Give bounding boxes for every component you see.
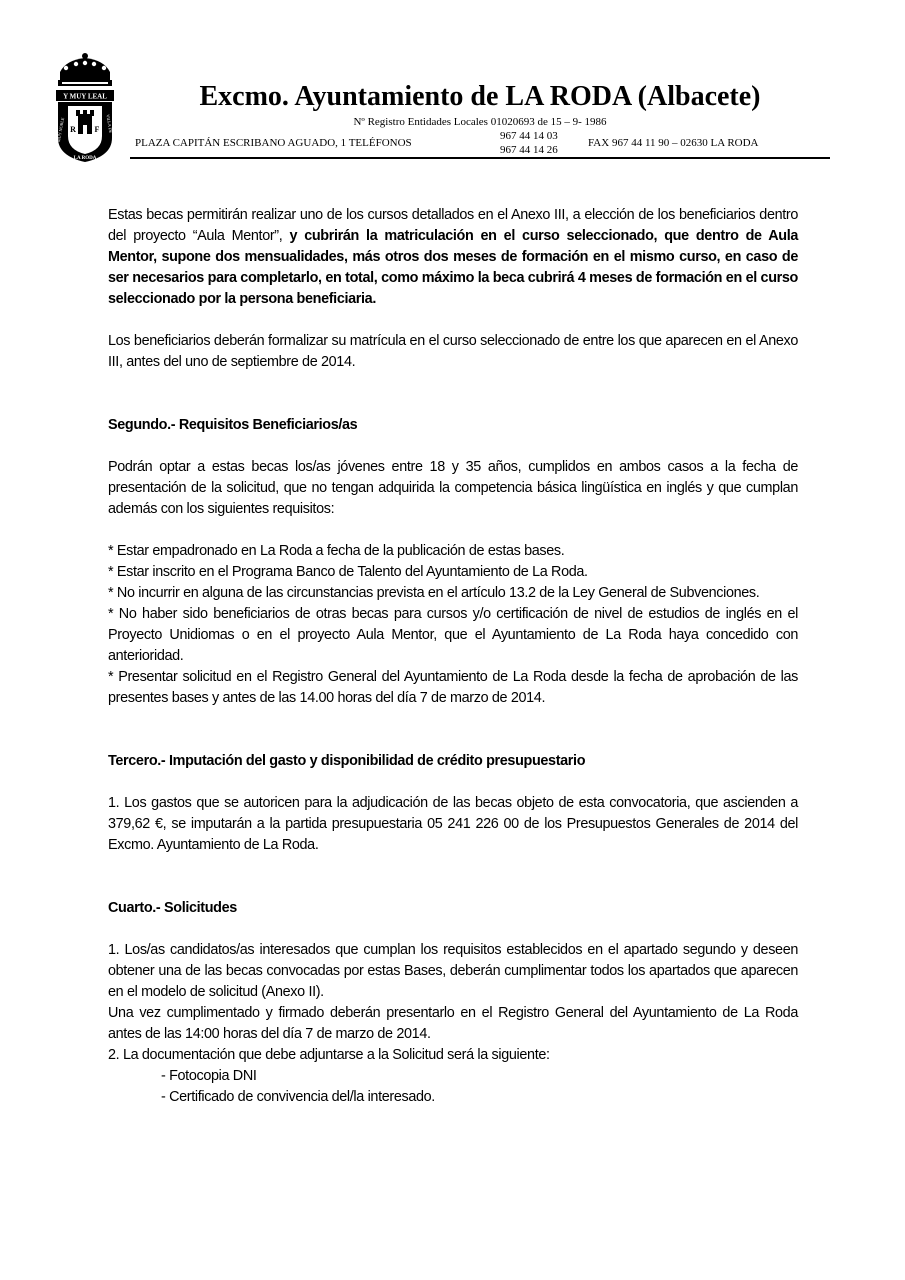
municipality-title: Excmo. Ayuntamiento de LA RODA (Albacete) (199, 81, 761, 112)
intro-paragraph-1 (108, 205, 798, 310)
header-divider (130, 157, 830, 159)
tercero-paragraph: 1. Los gastos que se autoricen para la adjudicación de las becas objeto de esta convocatoria, que ascienden a 379,62 €, se imputarán a la partida presupuestaria 05 241 226 00 de los Presupuestos Generales de 2014 del Excmo. Ayuntamiento de La Roda. (108, 795, 798, 853)
crest-letter-left: R (70, 125, 76, 134)
cuarto-paragraph-1: 1. Los/as candidatos/as interesados que cumplan los requisitos establecidos en el apartado segundo y deseen obtener una de las becas convocadas por estas Bases, deberán cumplimentar todos los apartados que aparecen en el modelo de solicitud (Anexo II). (108, 942, 798, 1000)
cuarto-paragraph-2: Una vez cumplimentado y firmado deberán presentarlo en el Registro General del Ayuntamiento de La Roda antes de las 14:00 horas del día 7 de marzo de 2014. (108, 1005, 798, 1042)
crest-letter-right: F (94, 125, 100, 134)
requirement-item: * No incurrir en alguna de las circunstancias prevista en el artículo 13.2 de la Ley General de Subvenciones. (108, 585, 760, 601)
segundo-paragraph: Podrán optar a estas becas los/as jóvenes entre 18 y 35 años, cumplidos en ambos casos a la fecha de presentación de la solicitud, que no tengan adquirida la competencia básica lingüística en inglés y que cumplan además con los siguientes requisitos: (108, 459, 798, 517)
requirement-item: * Estar empadronado en La Roda a fecha de la publicación de estas bases. (108, 543, 565, 559)
phone-number-2: 967 44 14 26 (500, 144, 558, 156)
section-heading-tercero: Tercero.- Imputación del gasto y disponibilidad de crédito presupuestario (108, 753, 586, 769)
document-list-item: - Fotocopia DNI (161, 1068, 257, 1084)
intro-bold-text: y cubrirán la matriculación en el curso seleccionado, que dentro de Aula Mentor, supone dos mensualidades, más otros dos meses de formación en el mismo curso, en caso de ser necesarios para completarlo, en total, como máximo la beca cubrirá 4 meses de formación en el curso seleccionado por la persona beneficiaria. (108, 228, 799, 307)
requirement-item: * Presentar solicitud en el Registro General del Ayuntamiento de La Roda desde la fecha de aprobación de las presentes bases y antes de las 14.00 horas del día 7 de marzo de 2014. (108, 669, 798, 706)
requirement-item: * No haber sido beneficiarios de otras becas para cursos y/o certificación de nivel de estudios de inglés en el Proyecto Unidiomas o en el proyecto Aula Mentor, que el Ayuntamiento de La Roda haya concedido con anterioridad. (108, 606, 798, 664)
document-list-item: - Certificado de convivencia del/la interesado. (161, 1089, 435, 1105)
phone-number-1: 967 44 14 03 (500, 130, 558, 142)
address-line: PLAZA CAPITÁN ESCRIBANO AGUADO, 1 TELÉFONOS (135, 137, 412, 149)
crest-right-text: VILLA DE (105, 113, 114, 134)
fax-line: FAX 967 44 11 90 – 02630 LA RODA (588, 137, 759, 149)
crest-left-text: MUY NOBLE (55, 117, 66, 143)
crest-banner-text: Y MUY LEAL (63, 92, 107, 101)
crest-bottom-text: LA RODA (73, 156, 97, 161)
requirement-item: * Estar inscrito en el Programa Banco de Talento del Ayuntamiento de La Roda. (108, 564, 588, 580)
coat-of-arms-icon (52, 52, 118, 164)
cuarto-paragraph-3: 2. La documentación que debe adjuntarse a la Solicitud será la siguiente: (108, 1047, 550, 1063)
registry-number: Nº Registro Entidades Locales 01020693 de 15 – 9- 1986 (353, 116, 607, 128)
section-heading-cuarto: Cuarto.- Solicitudes (108, 900, 237, 916)
section-heading-segundo: Segundo.- Requisitos Beneficiarios/as (108, 417, 358, 433)
intro-paragraph-2: Los beneficiarios deberán formalizar su matrícula en el curso seleccionado de entre los que aparecen en el Anexo III, antes del uno de septiembre de 2014. (108, 333, 798, 370)
document-body (108, 205, 798, 1108)
intro-plain-text: Estas becas permitirán realizar uno de los cursos detallados en el Anexo III, a elección de los beneficiarios dentro del proyecto “Aula Mentor”, (108, 207, 798, 244)
